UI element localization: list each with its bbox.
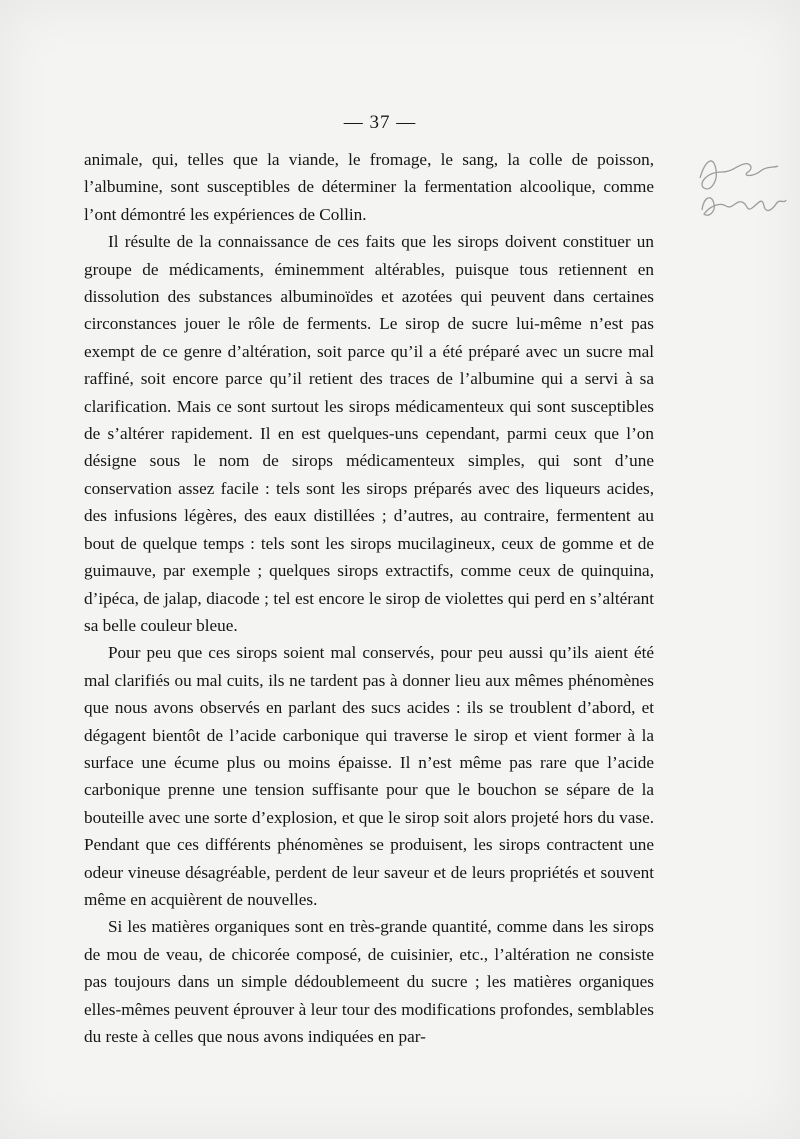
page-number: — 37 —	[343, 112, 417, 133]
paragraph: Il résulte de la connaissance de ces faits que les sirops doivent constituer un groupe de médicaments, éminemment altérables, puisque tous retiennent en dissolution des substances albuminoïdes et azotées qui peuvent dans certaines circonstances jouer le rôle de ferments. Le sirop de sucre lui-même n’est pas exempt de ce genre d’altération, soit parce qu’il a été préparé avec un sucre mal raffiné, soit encore parce qu’il retient des traces de l’albumine qui a servi à sa clarification. Mais ce sont surtout les sirops médicamenteux qui sont susceptibles de s’altérer rapidement. Il en est quelques-uns cependant, parmi ceux que l’on désigne sous le nom de sirops médicamenteux simples, qui sont d’une conservation assez facile : tels sont les sirops préparés avec des liqueurs acides, des infusions légères, des eaux distillées ; d’autres, au contraire, fermentent au bout de quelque temps : tels sont les sirops mucilagineux, ceux de gomme et de guimauve, par exemple ; quelques sirops extractifs, comme ceux de quinquina, d’ipéca, de jalap, diacode ; tel est encore le sirop de violettes qui perd en s’altérant sa belle couleur bleue.	[84, 232, 654, 635]
body-text	[84, 146, 654, 1050]
paragraph: Si les matières organiques sont en très-grande quantité, comme dans les sirops de mou de veau, de chicorée composé, de cuisinier, etc., l’altération ne consiste pas toujours dans un simple dédoublemeent du sucre ; les matières organiques elles-mêmes peuvent éprouver à leur tour des modifications profondes, semblables du reste à celles que nous avons indiquées en par-	[84, 917, 654, 1046]
paragraph: animale, qui, telles que la viande, le fromage, le sang, la colle de poisson, l’albumine, sont susceptibles de déterminer la fermentation alcoolique, comme l’ont démontré les expériences de Collin.	[84, 150, 654, 224]
paragraph: Pour peu que ces sirops soient mal conservés, pour peu aussi qu’ils aient été mal clarifiés ou mal cuits, ils ne tardent pas à donner lieu aux mêmes phénomènes que nous avons observés en parlant des sucs acides : ils se troublent d’abord, et dégagent bientôt de l’acide carbonique qui traverse le sirop et vient former à la surface une écume plus ou moins épaisse. Il n’est même pas rare que l’acide carbonique prenne une tension suffisante pour que le bouchon se sépare de la bouteille avec une sorte d’explosion, et que le sirop soit alors projeté hors du vase. Pendant que ces différents phénomènes se produisent, les sirops contractent une odeur vineuse désagréable, perdent de leur saveur et de leurs propriétés et souvent même en acquièrent de nouvelles.	[84, 643, 654, 909]
handwritten-annotation	[692, 148, 792, 228]
handwriting-mark	[692, 148, 792, 228]
